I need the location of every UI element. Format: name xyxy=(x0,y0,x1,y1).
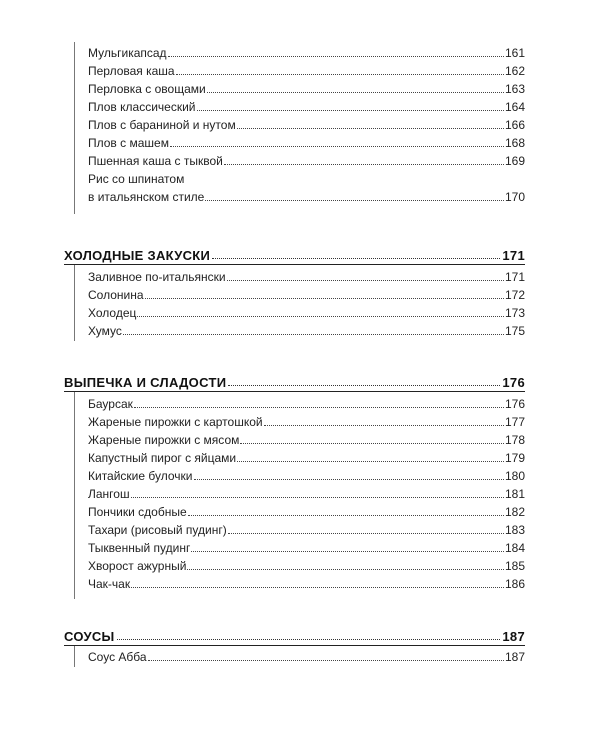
section-page: 176 xyxy=(502,375,525,390)
toc-entry[interactable] xyxy=(64,266,525,284)
section-list xyxy=(64,393,525,591)
toc-entry[interactable] xyxy=(64,519,525,537)
entry-page: 182 xyxy=(504,505,525,519)
toc-entry[interactable] xyxy=(64,646,525,664)
dot-leader xyxy=(131,587,504,588)
entry-label: Соус Абба xyxy=(88,650,147,664)
toc-entry[interactable] xyxy=(64,96,525,114)
section-heading[interactable] xyxy=(64,243,525,263)
entry-page: 185 xyxy=(504,559,525,573)
toc-entry[interactable] xyxy=(64,429,525,447)
dot-leader xyxy=(188,515,504,516)
entry-page: 166 xyxy=(504,118,525,132)
toc-entry[interactable] xyxy=(64,573,525,591)
dot-leader xyxy=(168,56,504,57)
entry-label: Тыквенный пудинг xyxy=(88,541,191,555)
entry-label: Мульгикапсад xyxy=(88,46,167,60)
dot-leader xyxy=(205,200,504,201)
toc-entry[interactable] xyxy=(64,465,525,483)
toc-entry[interactable] xyxy=(64,132,525,150)
entry-page: 184 xyxy=(504,541,525,555)
toc-entry[interactable] xyxy=(64,555,525,573)
entry-page: 164 xyxy=(504,100,525,114)
dot-leader xyxy=(123,334,504,335)
entry-label: Холодец xyxy=(88,306,137,320)
dot-leader xyxy=(237,128,504,129)
toc-entry[interactable] xyxy=(64,320,525,338)
toc-entry[interactable] xyxy=(64,483,525,501)
entry-label: Хумус xyxy=(88,324,122,338)
entry-label: Лангош xyxy=(88,487,130,501)
dot-leader xyxy=(137,316,504,317)
dot-leader xyxy=(117,639,501,640)
dot-leader xyxy=(187,569,504,570)
toc-entry[interactable] xyxy=(64,114,525,132)
entry-page: 173 xyxy=(504,306,525,320)
section-title: ХОЛОДНЫЕ ЗАКУСКИ xyxy=(64,248,211,263)
dot-leader xyxy=(176,74,504,75)
entry-page: 169 xyxy=(504,154,525,168)
entry-label: Жареные пирожки с картошкой xyxy=(88,415,263,429)
entry-page: 170 xyxy=(504,190,525,204)
dot-leader xyxy=(170,146,504,147)
entry-label: Пончики сдобные xyxy=(88,505,187,519)
dot-leader xyxy=(228,533,504,534)
entry-page: 179 xyxy=(504,451,525,465)
toc-entry[interactable] xyxy=(64,302,525,320)
toc-entry-multiline[interactable] xyxy=(64,168,525,204)
toc-entry[interactable] xyxy=(64,501,525,519)
section-underline xyxy=(64,264,525,265)
section-title: ВЫПЕЧКА И СЛАДОСТИ xyxy=(64,375,227,390)
entry-label: Перловая каша xyxy=(88,64,175,78)
entry-label: Тахари (рисовый пудинг) xyxy=(88,523,227,537)
entry-label: Солонина xyxy=(88,288,144,302)
entry-page: 177 xyxy=(504,415,525,429)
entry-page: 181 xyxy=(504,487,525,501)
entry-label: Перловка с овощами xyxy=(88,82,206,96)
entry-label: Жареные пирожки с мясом xyxy=(88,433,240,447)
entry-label-line1: Рис со шпинатом xyxy=(88,172,185,186)
dot-leader xyxy=(227,280,504,281)
dot-leader xyxy=(212,258,500,259)
dot-leader xyxy=(145,298,504,299)
intro-list xyxy=(64,42,525,204)
dot-leader xyxy=(237,461,504,462)
entry-page: 162 xyxy=(504,64,525,78)
entry-label: Хворост ажурный xyxy=(88,559,187,573)
entry-page: 171 xyxy=(504,270,525,284)
entry-page: 176 xyxy=(504,397,525,411)
section-underline xyxy=(64,391,525,392)
entry-page: 163 xyxy=(504,82,525,96)
section-list xyxy=(64,266,525,338)
entry-page: 175 xyxy=(504,324,525,338)
entry-label: Чак-чак xyxy=(88,577,131,591)
entry-label: Плов с бараниной и нутом xyxy=(88,118,236,132)
toc-entry[interactable] xyxy=(64,42,525,60)
dot-leader xyxy=(228,385,500,386)
toc-entry[interactable] xyxy=(64,537,525,555)
section-heading[interactable] xyxy=(64,624,525,644)
entry-page: 186 xyxy=(504,577,525,591)
entry-label-line2: в итальянском стиле xyxy=(88,190,205,204)
toc-entry[interactable] xyxy=(64,393,525,411)
entry-label: Китайские булочки xyxy=(88,469,193,483)
entry-label: Пшенная каша с тыквой xyxy=(88,154,223,168)
entry-page: 178 xyxy=(504,433,525,447)
toc-entry[interactable] xyxy=(64,284,525,302)
section-page: 171 xyxy=(502,248,525,263)
entry-label: Баурсак xyxy=(88,397,133,411)
entry-page: 183 xyxy=(504,523,525,537)
dot-leader xyxy=(207,92,504,93)
entry-label: Плов с машем xyxy=(88,136,169,150)
toc-entry[interactable] xyxy=(64,60,525,78)
section-page: 187 xyxy=(502,629,525,644)
entry-label: Капустный пирог с яйцами xyxy=(88,451,237,465)
entry-page: 161 xyxy=(504,46,525,60)
dot-leader xyxy=(240,443,504,444)
entry-page: 180 xyxy=(504,469,525,483)
dot-leader xyxy=(197,110,504,111)
dot-leader xyxy=(191,551,504,552)
entry-page: 172 xyxy=(504,288,525,302)
entry-label: Плов классический xyxy=(88,100,196,114)
entry-page: 187 xyxy=(504,650,525,664)
section-title: СОУСЫ xyxy=(64,629,115,644)
toc-entry[interactable] xyxy=(64,447,525,465)
toc-entry[interactable] xyxy=(64,78,525,96)
dot-leader xyxy=(134,407,504,408)
entry-page: 168 xyxy=(504,136,525,150)
dot-leader xyxy=(224,164,504,165)
toc-entry[interactable] xyxy=(64,150,525,168)
dot-leader xyxy=(148,660,504,661)
toc-entry[interactable] xyxy=(64,411,525,429)
section-list xyxy=(64,646,525,664)
dot-leader xyxy=(194,479,504,480)
dot-leader xyxy=(131,497,504,498)
section-heading[interactable] xyxy=(64,370,525,390)
dot-leader xyxy=(264,425,504,426)
entry-label: Заливное по-итальянски xyxy=(88,270,226,284)
